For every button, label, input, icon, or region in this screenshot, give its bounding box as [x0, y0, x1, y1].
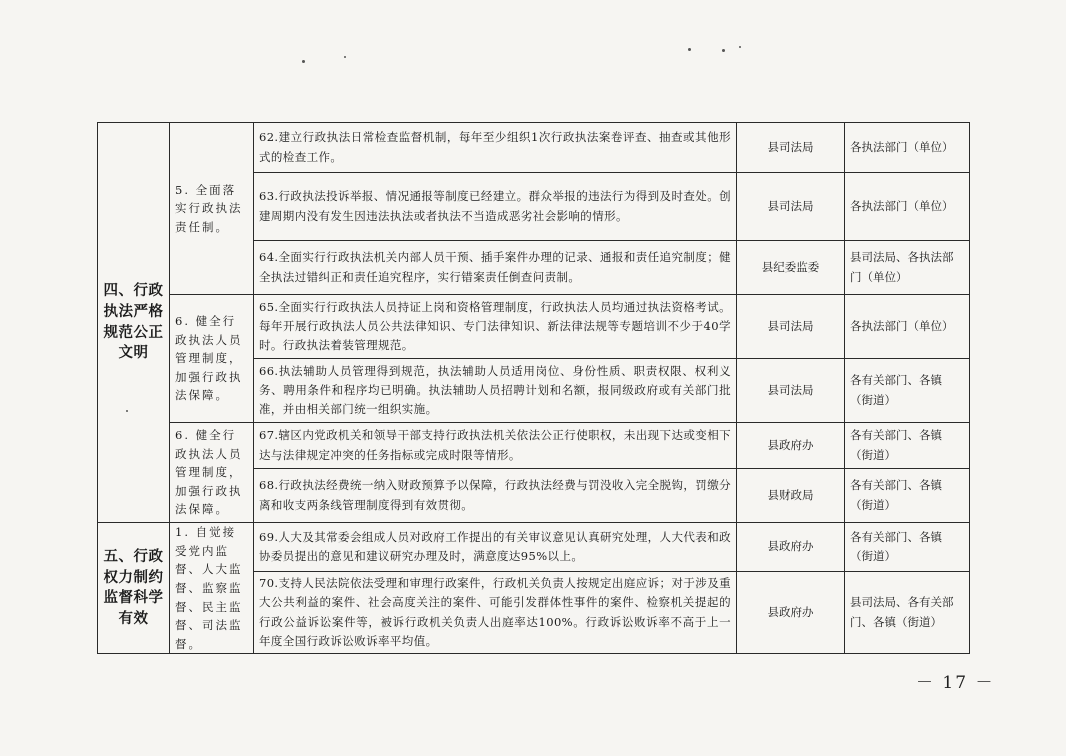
subsection-1-cell: 1. 自觉接受党内监督、人大监督、监察监督、民主监督、司法监督。 — [170, 523, 254, 654]
table-row — [98, 295, 970, 359]
item-67-responsible-units: 各有关部门、各镇（街道） — [845, 423, 970, 469]
item-63-responsible-units: 各执法部门（单位） — [845, 173, 970, 241]
scan-speck — [722, 49, 725, 52]
item-62-responsible-units: 各执法部门（单位） — [845, 123, 970, 173]
item-65-lead-unit: 县司法局 — [737, 295, 845, 359]
item-68-responsible-units: 各有关部门、各镇（街道） — [845, 469, 970, 523]
scan-speck — [302, 60, 305, 63]
item-69-lead-unit: 县政府办 — [737, 523, 845, 572]
scan-speck — [739, 46, 741, 48]
item-69-responsible-units: 各有关部门、各镇（街道） — [845, 523, 970, 572]
scan-speck — [344, 56, 346, 58]
table-row — [98, 123, 970, 173]
item-67-content: 67.辖区内党政机关和领导干部支持行政执法机关依法公正行使职权，未出现下达或变相下达与法律规定冲突的任务指标或完成时限等情形。 — [254, 423, 737, 469]
item-63-content: 63.行政执法投诉举报、情况通报等制度已经建立。群众举报的违法行为得到及时查处。创建周期内没有发生因违法执法或者执法不当造成恶劣社会影响的情形。 — [254, 173, 737, 241]
page-number: － 17 － — [916, 673, 995, 693]
item-65-content: 65.全面实行行政执法人员持证上岗和资格管理制度，行政执法人员均通过执法资格考试。每年开展行政执法人员公共法律知识、专门法律知识、新法律法规等专题培训不少于40学时。行政执法着装管理规范。 — [254, 295, 737, 359]
item-66-lead-unit: 县司法局 — [737, 359, 845, 423]
item-64-content: 64.全面实行行政执法机关内部人员干预、插手案件办理的记录、通报和责任追究制度；健全执法过错纠正和责任追究程序，实行错案责任倒查问责制。 — [254, 241, 737, 295]
item-65-responsible-units: 各执法部门（单位） — [845, 295, 970, 359]
item-68-lead-unit: 县财政局 — [737, 469, 845, 523]
table-row — [98, 423, 970, 469]
item-70-lead-unit: 县政府办 — [737, 571, 845, 654]
item-70-content: 70.支持人民法院依法受理和审理行政案件，行政机关负责人按规定出庭应诉；对于涉及重大公共利益的案件、社会高度关注的案件、可能引发群体性事件的案件、检察机关提起的行政公益诉讼案件等，被诉行政机关负责人出庭率达100%。行政诉讼败诉率不高于上一年度全国行政诉讼败诉率平均值。 — [254, 571, 737, 654]
item-68-content: 68.行政执法经费统一纳入财政预算予以保障，行政执法经费与罚没收入完全脱钩，罚缴分离和收支两条线管理制度得到有效贯彻。 — [254, 469, 737, 523]
item-63-lead-unit: 县司法局 — [737, 173, 845, 241]
section-5-cell: 五、行政权力制约监督科学有效 — [98, 523, 170, 654]
item-66-responsible-units: 各有关部门、各镇（街道） — [845, 359, 970, 423]
table-row — [98, 523, 970, 572]
item-64-responsible-units: 县司法局、各执法部门（单位） — [845, 241, 970, 295]
subsection-6a-cell: 6. 健全行政执法人员管理制度，加强行政执法保障。 — [170, 295, 254, 423]
section-4-cell: 四、行政执法严格规范公正文明 — [98, 123, 170, 523]
item-64-lead-unit: 县纪委监委 — [737, 241, 845, 295]
item-67-lead-unit: 县政府办 — [737, 423, 845, 469]
item-70-responsible-units: 县司法局、各有关部门、各镇（街道） — [845, 571, 970, 654]
item-62-content: 62.建立行政执法日常检查监督机制，每年至少组织1次行政执法案卷评查、抽查或其他形式的检查工作。 — [254, 123, 737, 173]
item-66-content: 66.执法辅助人员管理得到规范，执法辅助人员适用岗位、身份性质、职责权限、权利义务、聘用条件和程序均已明确。执法辅助人员招聘计划和名额，报同级政府或有关部门批准，并由相关部门统一组织实施。 — [254, 359, 737, 423]
subsection-5-cell: 5. 全面落实行政执法责任制。 — [170, 123, 254, 295]
item-69-content: 69.人大及其常委会组成人员对政府工作提出的有关审议意见认真研究处理，人大代表和政协委员提出的意见和建议研究办理及时，满意度达95%以上。 — [254, 523, 737, 572]
subsection-6b-cell: 6. 健全行政执法人员管理制度，加强行政执法保障。 — [170, 423, 254, 523]
item-62-lead-unit: 县司法局 — [737, 123, 845, 173]
scan-speck — [688, 48, 691, 51]
evaluation-table — [97, 122, 970, 654]
